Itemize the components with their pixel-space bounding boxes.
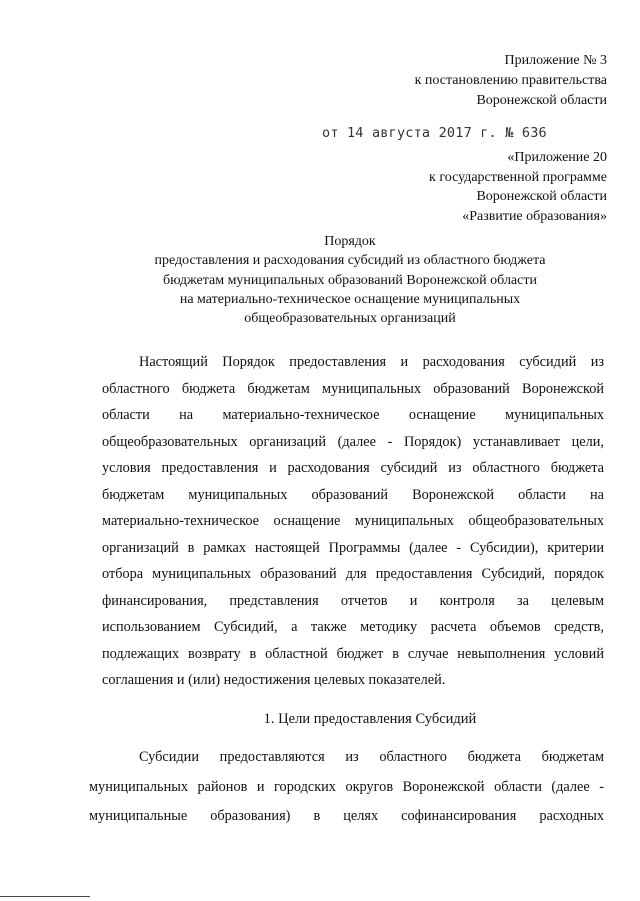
paragraph-line: бюджетам муниципальных образований Воронежской области на <box>102 486 604 503</box>
paragraph-line: муниципальные образования) в целях софинансирования расходных <box>89 808 604 824</box>
paragraph-line: организаций в рамках настоящей Программы (далее - Субсидии), критерии <box>102 539 604 556</box>
date-number-stamp: от 14 августа 2017 г. № 636 <box>322 125 547 141</box>
paragraph-line: материально-техническое оснащение муниципальных общеобразовательных <box>102 513 604 529</box>
program-appendix-name: «Развитие образования» <box>462 208 607 224</box>
appendix-reference: к постановлению правительства <box>414 73 607 88</box>
title-line: на материально-техническое оснащение муниципальных <box>179 291 521 307</box>
paragraph-line: финансирования, представления отчетов и контроля за целевым <box>102 592 604 609</box>
title-line: предоставления и расходования субсидий из областного бюджета <box>154 253 546 269</box>
paragraph-line: Субсидии предоставляются из областного бюджета бюджетам <box>139 749 604 765</box>
paragraph-line: соглашения и (или) недостижения целевых показателей. <box>102 672 446 688</box>
appendix-region: Воронежской области <box>476 93 607 108</box>
appendix-header <box>415 51 607 111</box>
document-title <box>120 232 580 328</box>
paragraph-line: общеобразовательных организаций (далее - Порядок) устанавливает цели, <box>102 433 604 450</box>
paragraph-line: подлежащих возврату в областной бюджет в случае невыполнения условий <box>102 645 604 662</box>
paragraph-line: области на материально-техническое оснащение муниципальных <box>102 407 604 423</box>
paragraph-line: отбора муниципальных образований для предоставления Субсидий, порядок <box>102 566 604 582</box>
paragraph-line: условия предоставления и расходования субсидий из областного бюджета <box>102 460 604 476</box>
paragraph-line: использованием Субсидий, а также методику расчета объемов средств, <box>102 619 604 635</box>
section-heading: 1. Цели предоставления Субсидий <box>263 711 477 727</box>
program-appendix-reference: к государственной программе <box>429 169 607 185</box>
paragraph-line: Настоящий Порядок предоставления и расходования субсидий из <box>139 354 604 370</box>
program-appendix-number: «Приложение 20 <box>507 150 607 165</box>
section-paragraph <box>89 743 604 832</box>
footnote-divider <box>0 896 90 897</box>
title-line: бюджетам муниципальных образований Воронежской области <box>163 272 537 288</box>
appendix-number: Приложение № 3 <box>504 53 607 68</box>
program-appendix-region: Воронежской области <box>476 189 607 204</box>
title-heading: Порядок <box>324 234 376 249</box>
program-appendix-header <box>429 148 607 226</box>
paragraph-line: муниципальных районов и городских округов Воронежской области (далее - <box>89 778 604 795</box>
intro-paragraph <box>102 349 604 694</box>
title-line: общеобразовательных организаций <box>244 311 456 327</box>
paragraph-line: областного бюджета бюджетам муниципальных образований Воронежской <box>102 380 604 397</box>
